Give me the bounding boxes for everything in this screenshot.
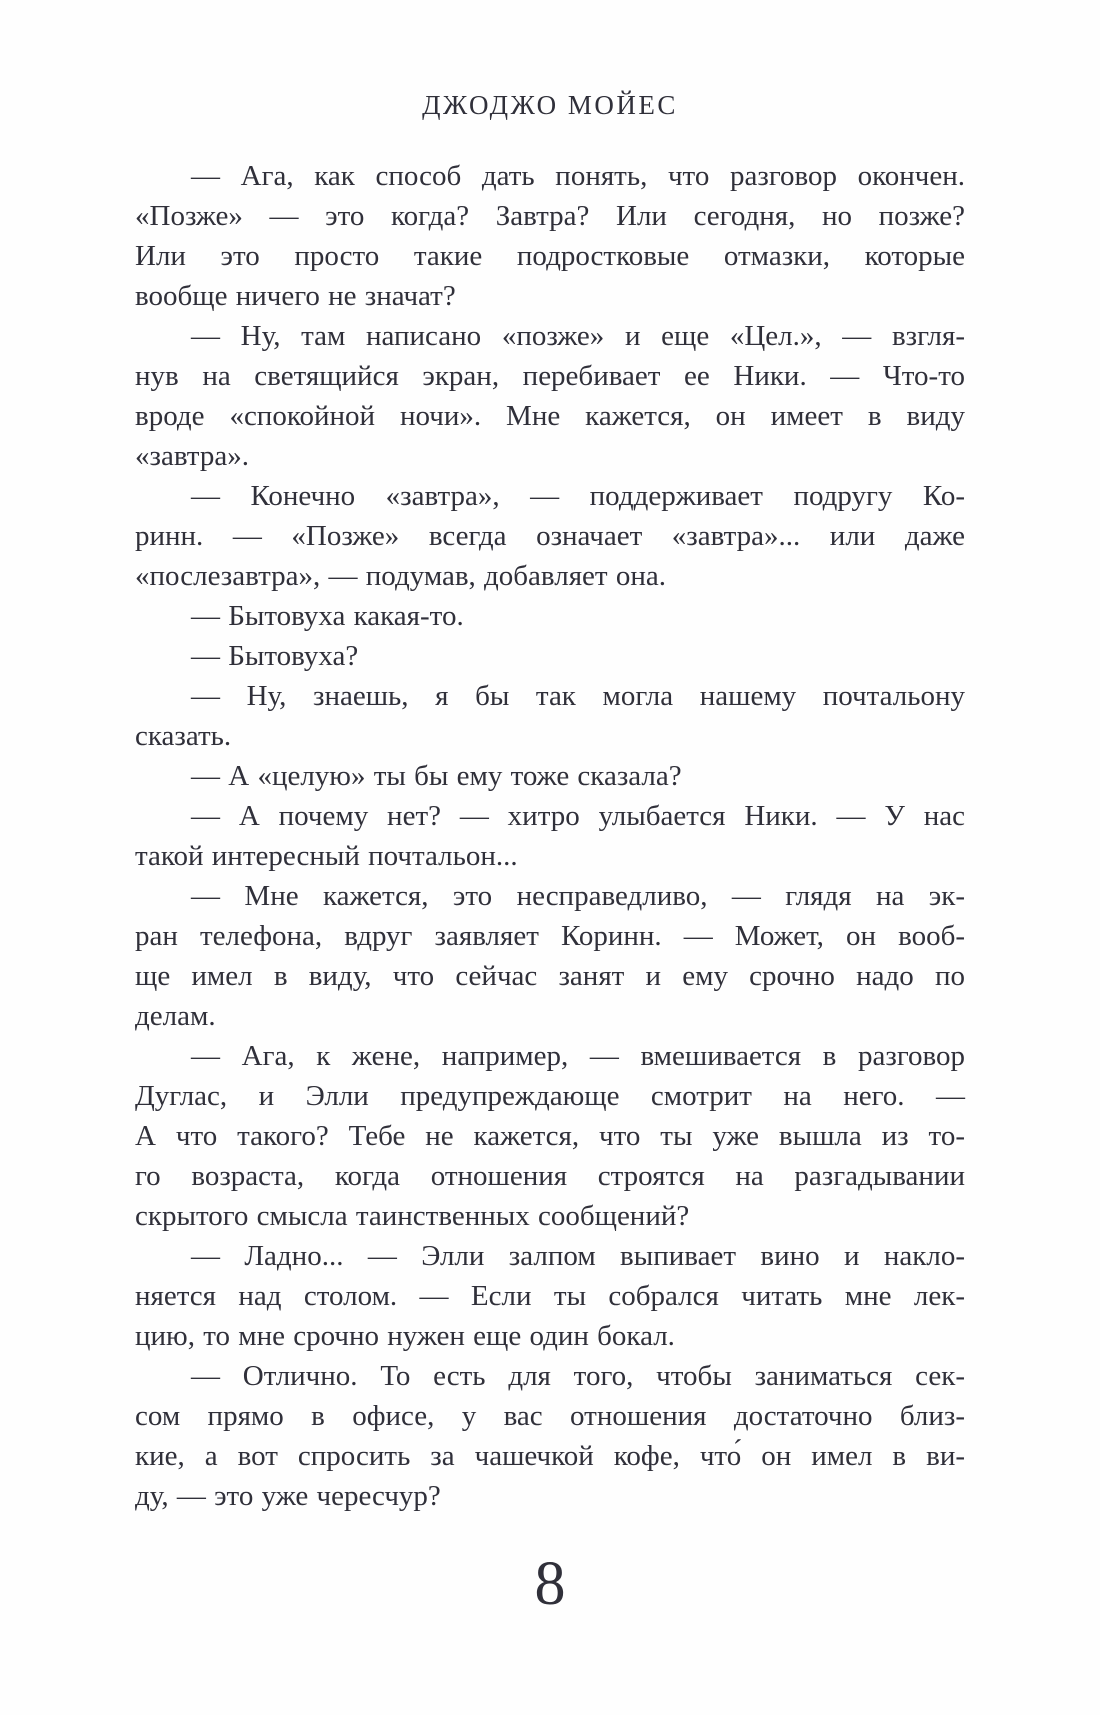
running-header: ДЖОДЖО МОЙЕС xyxy=(422,90,678,120)
text-line: «Позже» — это когда? Завтра? Или сегодня, но позже? xyxy=(135,200,965,232)
text-line: — Бытовуха? xyxy=(191,640,359,672)
text-line: ринн. — «Позже» всегда означает «завтра»... или даже xyxy=(135,520,965,552)
text-line: — Отлично. То есть для того, чтобы заниматься сек- xyxy=(191,1360,965,1392)
text-line: сказать. xyxy=(135,720,232,752)
text-line: Или это просто такие подростковые отмазки, которые xyxy=(135,240,965,272)
text-line: — Ну, знаешь, я бы так могла нашему почтальону xyxy=(191,680,965,712)
text-line: го возраста, когда отношения строятся на разгадывании xyxy=(135,1160,965,1192)
text-line: вообще ничего не значат? xyxy=(135,280,456,312)
text-line: кие, а вот спросить за чашечкой кофе, что́ он имел в ви- xyxy=(135,1440,965,1472)
text-line: — Ладно... — Элли залпом выпивает вино и накло- xyxy=(191,1240,965,1272)
text-line: скрытого смысла таинственных сообщений? xyxy=(135,1200,690,1232)
text-line: — Ага, к жене, например, — вмешивается в разговор xyxy=(191,1040,965,1072)
text-line: ще имел в виду, что сейчас занят и ему срочно надо по xyxy=(135,960,965,992)
text-line: «послезавтра», — подумав, добавляет она. xyxy=(135,560,666,592)
text-line: сом прямо в офисе, у вас отношения достаточно близ- xyxy=(135,1400,965,1432)
text-line: — А «целую» ты бы ему тоже сказала? xyxy=(191,760,682,792)
text-line: А что такого? Тебе не кажется, что ты уже вышла из то- xyxy=(135,1120,965,1152)
text-line: — Мне кажется, это несправедливо, — глядя на эк- xyxy=(191,880,965,912)
text-line: делам. xyxy=(135,1000,216,1032)
text-line: — Бытовуха какая-то. xyxy=(191,600,464,632)
text-line: такой интересный почтальон... xyxy=(135,840,518,872)
text-line: — Ага, как способ дать понять, что разговор окончен. xyxy=(191,160,965,192)
text-line: — А почему нет? — хитро улыбается Ники. — У нас xyxy=(191,800,965,832)
text-line: — Ну, там написано «позже» и еще «Цел.», — взгля- xyxy=(191,320,965,352)
text-line: — Конечно «завтра», — поддерживает подругу Ко- xyxy=(191,480,965,512)
text-line: Дуглас, и Элли предупреждающе смотрит на него. — xyxy=(135,1080,965,1112)
text-line: вроде «спокойной ночи». Мне кажется, он имеет в виду xyxy=(135,400,965,432)
text-line: нув на светящийся экран, перебивает ее Ники. — Что-то xyxy=(135,360,965,392)
page-number: 8 xyxy=(534,1550,566,1618)
text-line: цию, то мне срочно нужен еще один бокал. xyxy=(135,1320,675,1352)
text-line: ран телефона, вдруг заявляет Коринн. — Может, он вооб- xyxy=(135,920,965,952)
text-line: ду, — это уже чересчур? xyxy=(135,1480,441,1512)
text-line: «завтра». xyxy=(135,440,249,472)
text-line: няется над столом. — Если ты собрался читать мне лек- xyxy=(135,1280,965,1312)
page-body xyxy=(135,156,965,1516)
